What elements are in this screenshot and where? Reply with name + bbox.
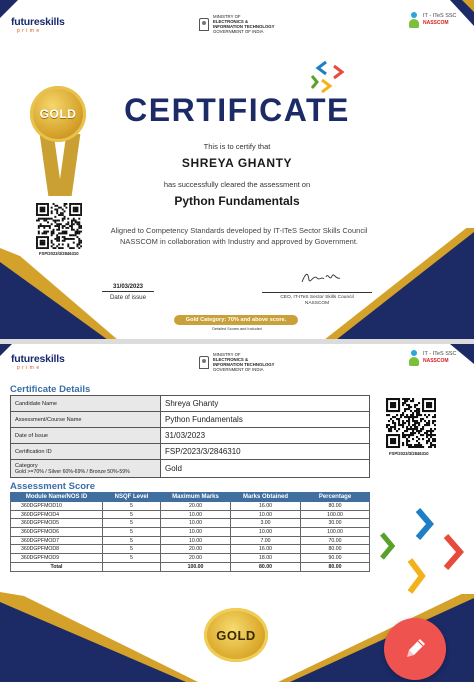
ssc-figure-icon [408,350,420,366]
detail-label: Date of Issue [11,428,161,444]
signature-image [262,268,372,286]
nsqf-level-cell: 5 [103,510,161,519]
futureskills-wordmark: futureskills [11,353,65,365]
qr-certificate-id: FSP/2023/3/2846310 [389,451,429,456]
detail-label: Certification ID [11,444,161,460]
total-label-cell: Total [11,562,103,571]
assessment-score-heading: Assessment Score [10,481,96,492]
marks-obtained-cell: 3.00 [231,519,301,528]
ssc-figure-icon [408,12,420,28]
table-row [11,554,370,563]
signature-block [262,268,372,307]
ssc-logo [408,350,457,366]
meity-logo [199,352,275,372]
nsqf-level-cell: 5 [103,545,161,554]
percentage-cell: 90.00 [301,554,370,563]
table-header-row [11,493,370,502]
category-label-sub: Gold >=70% / Silver 60%-69% / Bronze 50%-59% [15,468,130,475]
max-marks-cell: 20.00 [161,554,231,563]
date-of-issue-block [102,284,154,301]
table-row [11,396,370,412]
ministry-line-3: INFORMATION TECHNOLOGY [213,362,275,367]
gold-badge-label: GOLD [39,107,77,121]
qr-certificate-id: FSP/2023/3/2846310 [39,251,79,256]
qr-code [386,398,436,448]
certificate-title: CERTIFICATE [124,92,350,128]
detail-value: Shreya Ghanty [161,396,370,412]
futureskills-wordmark: futureskills [11,16,65,28]
column-header: Marks Obtained [231,493,301,502]
table-row [11,510,370,519]
module-id-cell: 360DGPFMOD5 [11,519,103,528]
signatory-title: CEO, IT-ITeS Sector Skills Council [280,295,354,300]
detail-note: Detailed Scores and Included [212,327,262,331]
marks-obtained-cell: 18.00 [231,554,301,563]
nsqf-level-cell: 5 [103,502,161,511]
total-row [11,562,370,571]
max-marks-cell: 10.00 [161,536,231,545]
nsqf-level-cell: 5 [103,554,161,563]
gold-category-pill: Gold Category: 70% and above score. [174,315,298,325]
signatory-org: NASSCOM [304,301,330,306]
category-label [11,460,161,478]
max-marks-cell: 10.00 [161,519,231,528]
certificate-details-heading: Certificate Details [10,384,91,395]
max-marks-cell: 10.00 [161,510,231,519]
alignment-statement: Aligned to Competency Standards developed by IT-ITeS Sector Skills Council NASSCOM in collaboration with Industry and approved by Government. [110,226,368,246]
total-percentage-cell: 80.00 [301,562,370,571]
assessment-score-table [10,492,370,572]
detail-value: Python Fundamentals [161,412,370,428]
national-emblem-icon [199,18,209,31]
nsqf-level-cell: 5 [103,528,161,537]
column-header: Percentage [301,493,370,502]
ssc-org: NASSCOM [423,358,449,364]
detail-label: Candidate Name [11,396,161,412]
gold-badge-label: GOLD [216,627,256,643]
marks-obtained-cell: 16.00 [231,502,301,511]
candidate-name: SHREYA GHANTY [181,156,293,170]
module-id-cell: 360DGPFMOD6 [11,528,103,537]
table-row [11,528,370,537]
detail-value: 31/03/2023 [161,428,370,444]
percentage-cell: 80.00 [301,502,370,511]
ministry-line-4: GOVERNMENT OF INDIA [213,29,264,34]
column-header: Module Name/NOS ID [11,493,103,502]
ssc-name: IT - ITeS SSC [423,13,457,19]
certificate-page [0,0,474,340]
column-header: Maximum Marks [161,493,231,502]
module-id-cell: 360DGPFMOD7 [11,536,103,545]
ssc-org: NASSCOM [423,20,449,26]
marks-obtained-cell: 16.00 [231,545,301,554]
category-label-main: Category [15,462,38,469]
ministry-line-2: ELECTRONICS & [213,19,249,24]
marks-obtained-cell: 10.00 [231,528,301,537]
percentage-cell: 30.00 [301,519,370,528]
max-marks-cell: 20.00 [161,502,231,511]
ministry-line-2: ELECTRONICS & [213,357,249,362]
futureskills-subtitle: prime [17,28,42,34]
category-value: Gold [161,460,370,478]
pencil-edit-icon [401,635,429,663]
edit-button[interactable] [384,618,446,680]
ministry-line-4: GOVERNMENT OF INDIA [213,367,264,372]
detail-label: Assessment/Course Name [11,412,161,428]
module-id-cell: 360DGPFMOD8 [11,545,103,554]
module-id-cell: 360DGPFMOD9 [11,554,103,563]
max-marks-cell: 20.00 [161,545,231,554]
meity-logo [199,14,275,34]
futureskills-logo [11,16,65,34]
table-row [11,412,370,428]
issue-date-label: Date of issue [109,294,147,301]
futureskills-logo [11,353,65,371]
ssc-logo [408,12,457,28]
module-id-cell: 360DGPFMOD10 [11,502,103,511]
ministry-line-3: INFORMATION TECHNOLOGY [213,24,275,29]
table-row [11,545,370,554]
bottom-left-wave-decoration [0,592,200,682]
table-row [11,502,370,511]
total-max-marks-cell: 100.00 [161,562,231,571]
detail-value: FSP/2023/3/2846310 [161,444,370,460]
table-row [11,536,370,545]
percentage-cell: 100.00 [301,528,370,537]
percentage-cell: 100.00 [301,510,370,519]
course-name: Python Fundamentals [174,194,300,208]
ssc-name: IT - ITeS SSC [423,351,457,357]
percentage-cell: 70.00 [301,536,370,545]
issue-date: 31/03/2023 [102,284,154,292]
max-marks-cell: 10.00 [161,528,231,537]
cleared-line: has successfully cleared the assessment on [163,180,311,189]
percentage-cell: 80.00 [301,545,370,554]
total-marks-obtained-cell: 80.00 [231,562,301,571]
total-nsqf-cell [103,562,161,571]
ministry-line-1: MINISTRY OF [213,14,241,19]
certify-line: This is to certify that [203,142,271,151]
table-row [11,519,370,528]
chevron-decoration-icon [376,502,474,602]
table-row [11,428,370,444]
module-id-cell: 360DGPFMOD4 [11,510,103,519]
column-header: NSQF Level [103,493,161,502]
table-row [11,460,370,478]
nsqf-level-cell: 5 [103,536,161,545]
marks-obtained-cell: 7.00 [231,536,301,545]
marks-obtained-cell: 10.00 [231,510,301,519]
ministry-line-1: MINISTRY OF [213,352,241,357]
gold-badge [204,608,268,662]
national-emblem-icon [199,356,209,369]
certificate-details-table [10,395,370,478]
qr-code [36,203,82,249]
table-row [11,444,370,460]
nsqf-level-cell: 5 [103,519,161,528]
futureskills-subtitle: prime [17,365,42,371]
